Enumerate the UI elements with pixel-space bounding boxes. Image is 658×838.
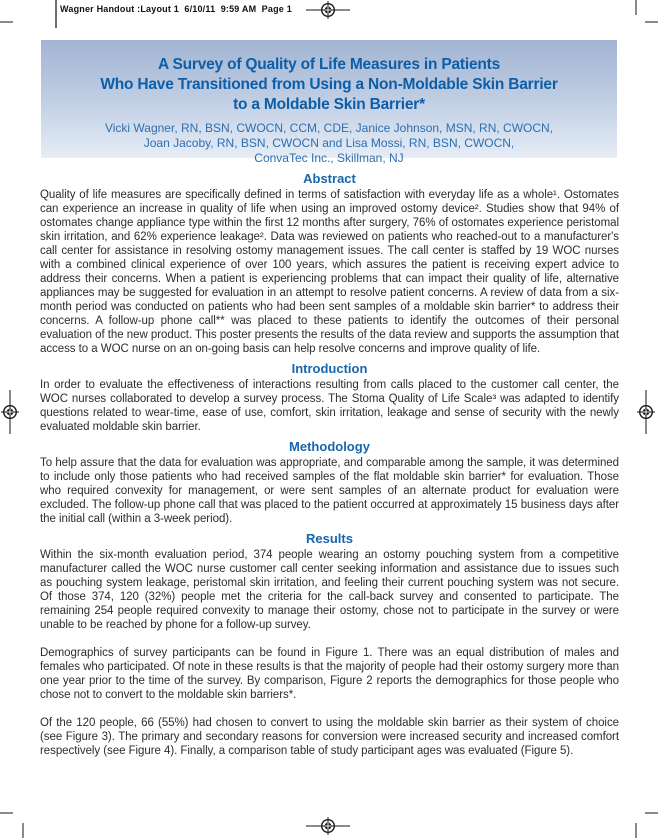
abstract-heading: Abstract [303,171,356,186]
poster-title-line-2: Who Have Transitioned from Using a Non-Moldable Skin Barrier [100,76,558,93]
crop-mark-bottom-left-horizontal [0,812,13,814]
title-banner [41,40,617,165]
crop-mark-bottom-right-horizontal [645,812,658,814]
print-slug-text: Wagner Handout :Layout 1 6/10/11 9:59 AM Page 1 [60,4,292,14]
methodology-heading: Methodology [289,439,370,454]
registration-mark-bottom-icon [306,816,350,836]
authors-line-2: Joan Jacoby, RN, BSN, CWOCN and Lisa Mossi, RN, BSN, CWOCN, [143,136,515,150]
introduction-paragraph: In order to evaluate the effectiveness of interactions resulting from calls placed to the customer call center, the WOC nurses collaborated to develop a survey process. The Stoma Quality of Life Scale³ was adapted to identify questions related to wear-time, ease of use, comfort, skin irritation, leakage and sense of security with the newly evaluated moldable skin barrier. [40,379,619,433]
poster-title-line-1: A Survey of Quality of Life Measures in Patients [157,56,501,73]
results-heading: Results [306,531,353,546]
poster-title-line-3: to a Moldable Skin Barrier* [233,96,425,113]
registration-mark-left-icon [0,390,20,434]
crop-mark-bottom-right-vertical [635,823,637,838]
crop-mark-top-left-horizontal [0,21,13,23]
section-results [40,531,619,758]
section-methodology [40,439,619,526]
crop-mark-top-right-vertical [635,0,637,15]
crop-mark-bottom-left-vertical [22,823,24,838]
document-body [40,171,619,758]
registration-mark-top-icon [306,0,350,20]
crop-mark-top-left-vertical [55,0,57,28]
abstract-paragraph: Quality of life measures are specifically defined in terms of satisfaction with everyday life as a whole¹. Ostomates can experience an increase in quality of life when using an improved ostomy device². Studies show that 94% of ostomates change appliance type within the first 12 months after surgery, 76% of ostomates experience peristomal skin irritation, and 62% experience leakage². Data was reviewed on patients who reached-out to a manufacturer's call center for assistance in resolving ostomy management issues. The call center is staffed by 19 WOC nurses with a combined clinical experience of over 100 years, which assures the patient is receiving expert advice to address their concerns. When a patient is experiencing problems that can impact their quality of life, alternative appliances may be suggested for evaluation in an attempt to resolve patient concerns. A review of data from a six-month period was conducted on patients who had been sent samples of a moldable skin barrier* to address their concerns. A follow-up phone call** was placed to these patients to identify the outcomes of their personal evaluation of the new product. This poster presents the results of the data review and supports the assumption that access to a WOC nurse on an on-going basis can help resolve concerns and improve quality of life. [40,189,619,355]
results-paragraph-1: Within the six-month evaluation period, 374 people wearing an ostomy pouching system from a competitive manufacturer called the WOC nurse customer call center seeking information and assistance due to issues such as pouching system leakage, peristomal skin irritation, and feeling their current pouching system was not secure. Of those 374, 120 (32%) people met the criteria for the call-back survey and consented to participate. The remaining 254 people required convexity to manage their ostomy, chose not to participate in the survey or were unable to be reached by phone for a follow-up survey. [40,549,619,631]
affiliation-line: ConvaTec Inc., Skillman, NJ [254,151,404,165]
authors-line-1: Vicki Wagner, RN, BSN, CWOCN, CCM, CDE, Janice Johnson, MSN, RN, CWOCN, [104,121,554,135]
crop-mark-top-right-horizontal [645,21,658,23]
results-paragraph-2: Demographics of survey participants can be found in Figure 1. There was an equal distribution of males and females who participated. Of note in these results is that the majority of people had their ostomy surgery more than one year prior to the time of the survey. By comparison, Figure 2 reports the demographics for those people who chose not to convert to the moldable skin barriers*. [40,647,619,701]
registration-mark-right-icon [636,390,656,434]
introduction-heading: Introduction [291,361,368,376]
section-abstract [40,171,619,356]
authors-block [41,121,617,166]
results-paragraph-3: Of the 120 people, 66 (55%) had chosen to convert to using the moldable skin barrier as their system of choice (see Figure 3). The primary and secondary reasons for conversion were increased security and increased comfort respectively (see Figure 4). Finally, a comparison table of study participant ages was evaluated (Figure 5). [40,717,619,757]
methodology-paragraph: To help assure that the data for evaluation was appropriate, and comparable among the sample, it was determined to include only those patients who had received samples of the flat moldable skin barrier* for evaluation. Those who required convexity for management, or were sent samples of an alternate product for evaluation were excluded. The follow-up phone call that was placed to the patient occurred at approximately 15 business days after the initial call (within a 3-week period). [40,457,619,525]
section-introduction [40,361,619,434]
